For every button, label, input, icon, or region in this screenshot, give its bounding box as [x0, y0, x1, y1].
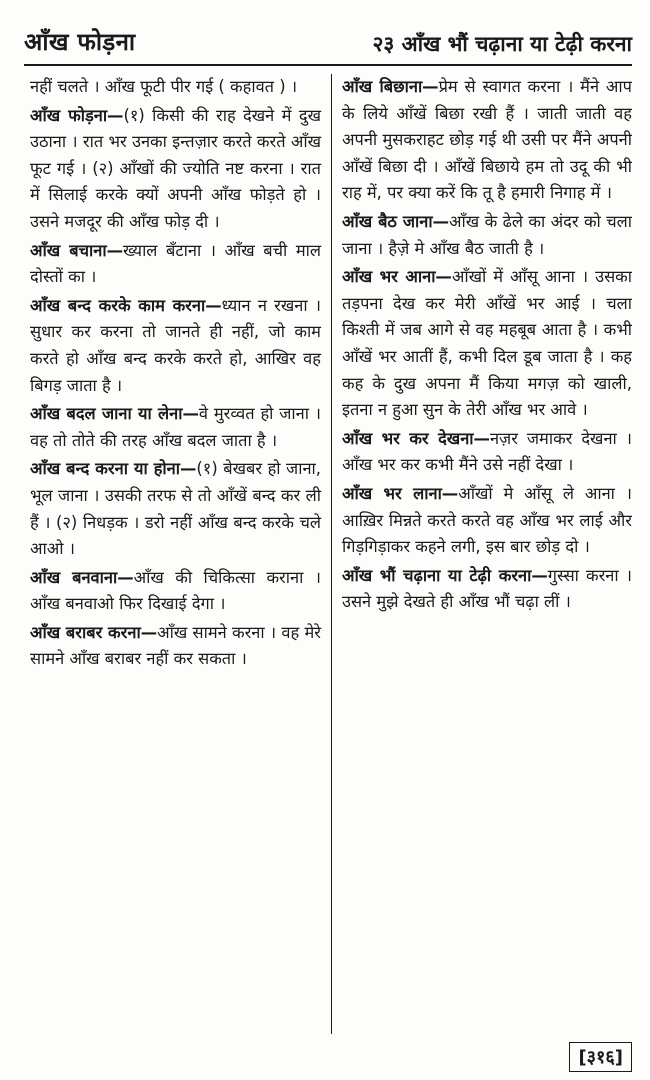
- entry-headword: आँख बराबर करना—: [30, 622, 158, 642]
- entry-headword: आँख भर आना—: [342, 267, 452, 287]
- entry-headword: आँख भर लाना—: [342, 483, 459, 503]
- entry: [30, 103, 321, 236]
- entry-headword: आँख बनवाना—: [30, 567, 134, 587]
- entry-definition: नज़र जमाकर देखना । आँख भर कर कभी मैंने उसे नहीं देखा ।: [342, 428, 632, 475]
- entry: [30, 620, 321, 673]
- entry-headword: आँख बदल जाना या लेना—: [30, 404, 199, 424]
- page-number: [३१६]: [569, 1042, 632, 1072]
- entry-headword: आँख फोड़ना—: [30, 105, 124, 125]
- entry: [30, 74, 321, 101]
- right-column: [331, 74, 632, 1034]
- entry: [30, 401, 321, 454]
- entry: [342, 563, 632, 616]
- entry-definition: प्रेम से स्वागत करना । मैंने आप के लिये आँखें बिछा रखी हैं । जाती जाती वह अपनी मुसकराहट छोड़ गई थी उसी पर मैंने अपनी आँखें बिछा दी । आँखें बिछाये हम तो उदू की भी राह में, पर क्या करें कि तू है हमारी निगाह में ।: [342, 77, 632, 203]
- entry-definition: नहीं चलते । आँख फूटी पीर गई ( कहावत ) ।: [30, 77, 298, 96]
- entry: [30, 293, 321, 399]
- entry-definition: ख्याल बँटाना । आँख बची माल दोस्तों का ।: [30, 240, 321, 287]
- entry-headword: आँख बन्द करके काम करना—: [30, 295, 222, 315]
- entry: [342, 74, 632, 207]
- entry: [342, 264, 632, 424]
- dictionary-columns: [30, 74, 632, 1034]
- page-header: [24, 14, 632, 66]
- running-head-right: २३ आँख भौं चढ़ाना या टेढ़ी करना: [372, 32, 632, 56]
- entry-definition: गुस्सा करना । उसने मुझे देखते ही आँख भौं चढ़ा लीं ।: [342, 565, 632, 612]
- entry-definition: आँखों मे आँसू ले आना । आख़िर मिन्नते करते करते वह आँख भर लाई और गिड़गिड़ाकर कहने लगी, इस बार छोड़ दो ।: [342, 483, 632, 557]
- entry-definition: आँखों में आँसू आना । उसका तड़पना देख कर मेरी आँखें भर आई । चला किश्ती में जब आगे से वह महबूब आता है । कभी आँखें भर आतीं हैं, कभी दिल डूब जाता है । कह कह के दुख अपना मैं किया मगज़ को खाली, इतना न हुआ सुन के तेरी आँख भर आवे ।: [342, 267, 632, 420]
- entry-definition: वे मुरव्वत हो जाना । वह तो तोते की तरह आँख बदल जाता है ।: [30, 404, 321, 450]
- entry-headword: आँख बिछाना—: [342, 77, 439, 96]
- entry-headword: आँख भर कर देखना—: [342, 428, 490, 448]
- entry-definition: आँख की चिकित्सा कराना । आँख बनवाओ फिर दिखाई देगा ।: [30, 567, 322, 614]
- entry-definition: आँख के ढेले का अंदर को चला जाना । हैज़े मे आँख बैठ जाती है ।: [342, 211, 632, 258]
- entry: [30, 565, 321, 618]
- entry-headword: आँख बैठ जाना—: [342, 211, 450, 231]
- entry: [30, 238, 321, 291]
- entry-headword: आँख भौं चढ़ाना या टेढ़ी करना—: [342, 565, 548, 585]
- entry-headword: आँख बचाना—: [30, 240, 123, 260]
- entry-definition: (१) किसी की राह देखने में दुख उठाना । रात भर उनका इन्तज़ार करते करते आँख फूट गई । (२) आँखों की ज्योति नष्ट करना । रात में सिलाई करके क्यों अपनी आँख फोड़ते हो । उसने मजदूर की आँख फोड़ दी ।: [30, 105, 321, 231]
- entry: [342, 481, 632, 561]
- entry-definition: आँख सामने करना । वह मेरे सामने आँख बराबर नहीं कर सकता ।: [30, 622, 321, 669]
- left-column: [30, 74, 331, 1034]
- entry-headword: आँख बन्द करना या होना—: [30, 459, 197, 479]
- entry-definition: ध्यान न रखना । सुधार कर करना तो जानते ही नहीं, जो काम करते हो आँख बन्द करके करते हो, आखिर वह बिगड़ जाता है ।: [30, 295, 322, 395]
- entry-definition: (१) बेखबर हो जाना, भूल जाना । उसकी तरफ से तो आँखें बन्द कर ली हैं । (२) निधड़क । डरो नहीं आँख बन्द करके चले आओ ।: [30, 459, 321, 559]
- running-head-left: आँख फोड़ना: [24, 28, 136, 56]
- entry: [342, 209, 632, 262]
- entry: [342, 426, 632, 479]
- entry: [30, 456, 321, 562]
